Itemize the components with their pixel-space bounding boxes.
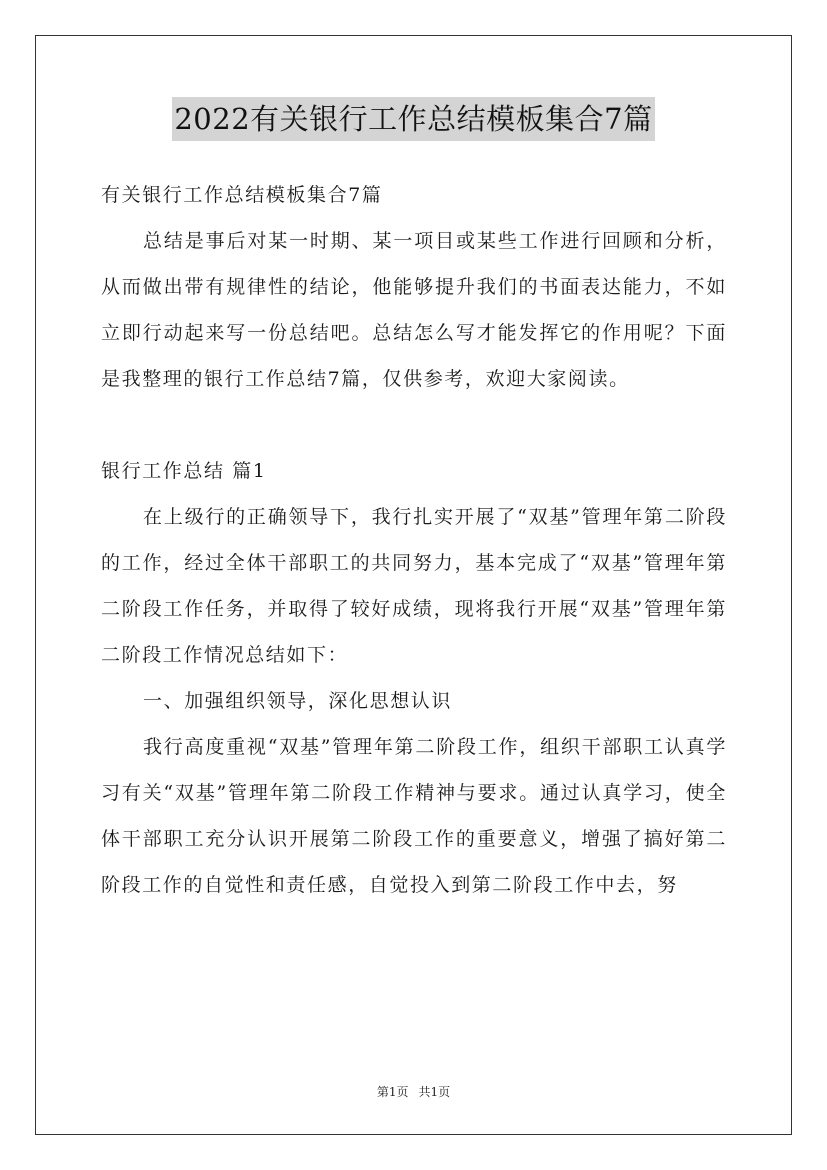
- subheading-1: 一、加强组织领导，深化思想认识: [143, 690, 453, 712]
- page-number-total: 共1页: [418, 1085, 451, 1099]
- paragraph-spacer: [101, 402, 727, 448]
- page-footer: [0, 1083, 827, 1100]
- document-body: [101, 172, 727, 908]
- section-paragraph-2: 我行高度重视“双基”管理年第二阶段工作，组织干部职工认真学习有关“双基”管理年第二阶段工作精神与要求。通过认真学习，使全体干部职工充分认识开展第二阶段工作的重要意义，增强了搞好第二阶段工作的自觉性和责任感，自觉投入到第二阶段工作中去，努: [101, 736, 727, 896]
- section-paragraph-1: 在上级行的正确领导下，我行扎实开展了“双基”管理年第二阶段的工作，经过全体干部职工的共同努力，基本完成了“双基”管理年第二阶段工作任务，并取得了较好成绩，现将我行开展“双基”管理年第二阶段工作情况总结如下：: [101, 506, 727, 666]
- document-title: 2022有关银行工作总结模板集合7篇: [172, 97, 654, 141]
- title-container: [0, 97, 827, 141]
- intro-paragraph: 总结是事后对某一时期、某一项目或某些工作进行回顾和分析，从而做出带有规律性的结论，他能够提升我们的书面表达能力，不如立即行动起来写一份总结吧。总结怎么写才能发挥它的作用呢？下面是我整理的银行工作总结7篇，仅供参考，欢迎大家阅读。: [101, 230, 727, 390]
- page-number-current: 第1页: [376, 1085, 409, 1099]
- section-heading: 银行工作总结 篇1: [101, 460, 267, 482]
- subtitle-paragraph: 有关银行工作总结模板集合7篇: [101, 184, 383, 206]
